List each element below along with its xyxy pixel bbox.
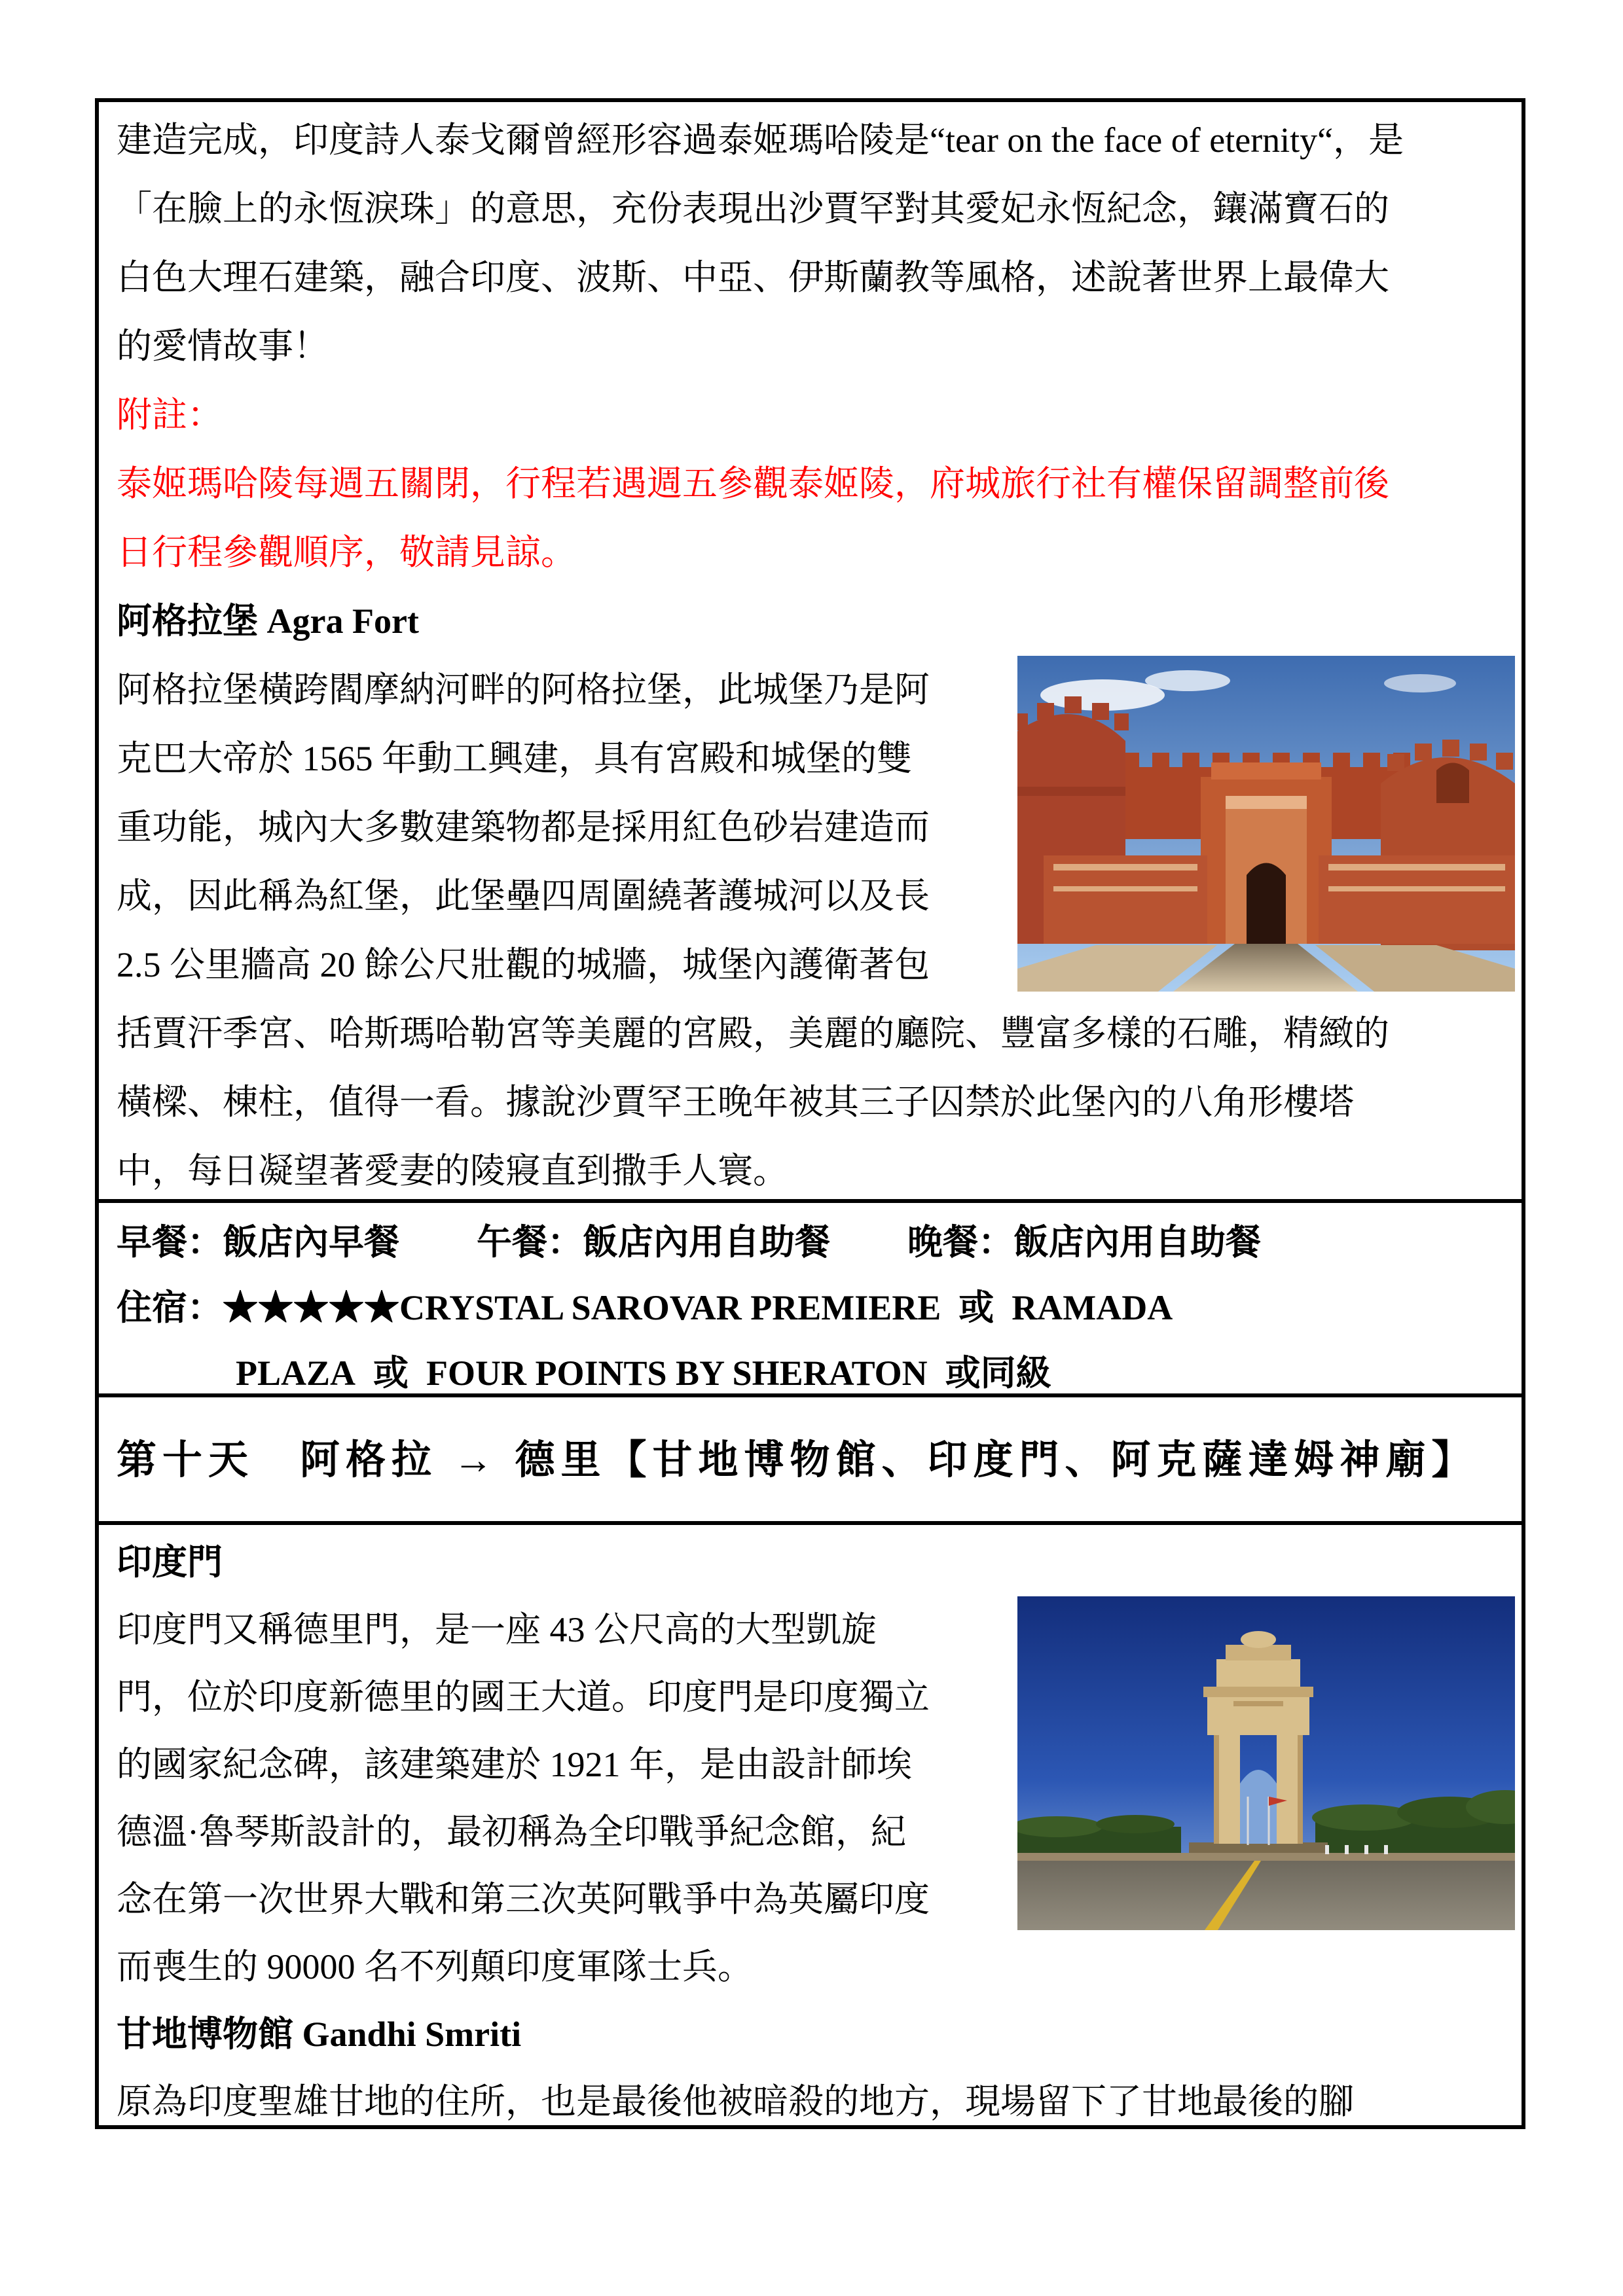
text-line: 建造完成，印度詩人泰戈爾曾經形容過泰姬瑪哈陵是“tear on the face of eternity“，是 bbox=[117, 120, 1404, 160]
gandhi-smriti-heading-zh: 甘地博物館 bbox=[117, 2015, 293, 2054]
india-gate-heading: 印度門 bbox=[117, 1543, 223, 1582]
meals-hotel-cell bbox=[99, 1203, 1522, 1397]
text-line: 門，位於印度新德里的國王大道。印度門是印度獨立 bbox=[117, 1677, 930, 1717]
hotel-line-1 bbox=[117, 1275, 1515, 1340]
india-gate-photo-graphic bbox=[1017, 1596, 1515, 1930]
text-line: 白色大理石建築，融合印度、波斯、中亞、伊斯蘭教等風格，述說著世界上最偉大 bbox=[117, 258, 1389, 297]
text-line: 橫樑、棟柱，值得一看。據說沙賈罕王晚年被其三子囚禁於此堡內的八角形樓塔 bbox=[117, 1083, 1354, 1122]
agra-fort-photo-graphic bbox=[1017, 656, 1515, 992]
gandhi-smriti-heading-en: Gandhi Smriti bbox=[293, 2015, 522, 2054]
agra-fort-heading bbox=[117, 587, 1515, 656]
agra-fort-photo bbox=[1017, 656, 1515, 992]
text-line: 的國家紀念碑，該建築建於 1921 年，是由設計師埃 bbox=[117, 1745, 912, 1784]
hotel-line-2: PLAZA 或 FOUR POINTS BY SHERATON 或同級 bbox=[236, 1354, 1051, 1393]
text-line: 阿格拉堡橫跨閻摩納河畔的阿格拉堡，此城堡乃是阿 bbox=[117, 670, 930, 709]
text-line: 念在第一次世界大戰和第三次英阿戰爭中為英屬印度 bbox=[117, 1880, 930, 1919]
india-gate-gandhi-cell bbox=[99, 1525, 1522, 2125]
taj-agra-cell bbox=[99, 102, 1522, 1203]
agra-fort-heading-en: Agra Fort bbox=[258, 601, 419, 641]
india-gate-paragraph bbox=[117, 1596, 1515, 2001]
taj-mahal-paragraph bbox=[117, 106, 1515, 381]
itinerary-table bbox=[95, 98, 1525, 2129]
breakfast-text: 早餐：飯店內早餐 bbox=[117, 1223, 399, 1262]
text-line: 克巴大帝於 1565 年動工興建，具有宮殿和城堡的雙 bbox=[117, 739, 912, 778]
day10-header: 第十天 阿格拉 → 德里【甘地博物館、印度門、阿克薩達姆神廟】 bbox=[117, 1439, 1478, 1482]
agra-fort-paragraph-full-lines bbox=[117, 999, 1515, 1203]
text-line: 中，每日凝望著愛妻的陵寢直到撒手人寰。 bbox=[117, 1151, 788, 1191]
dinner-text: 晚餐：飯店內用自助餐 bbox=[907, 1223, 1261, 1262]
text-line: 原為印度聖雄甘地的住所，也是最後他被暗殺的地方，現場留下了甘地最後的腳 bbox=[117, 2082, 1354, 2121]
note-label: 附註： bbox=[117, 395, 223, 435]
text-line: 括賈汗季宮、哈斯瑪哈勒宮等美麗的宮殿，美麗的廳院、豐富多樣的石雕，精緻的 bbox=[117, 1014, 1389, 1053]
lunch-text: 午餐：飯店內用自助餐 bbox=[477, 1223, 830, 1262]
india-gate-paragraph-full-lines bbox=[117, 1933, 1515, 2001]
note-paragraph bbox=[117, 450, 1515, 587]
gandhi-smriti-heading bbox=[117, 2001, 1515, 2068]
five-star-rating: ★★★★★ bbox=[223, 1288, 399, 1327]
hotel-label: 住宿： bbox=[117, 1288, 223, 1327]
meals-line bbox=[117, 1210, 1515, 1275]
text-line: 「在臉上的永恆淚珠」的意思，充份表現出沙賈罕對其愛妃永恆紀念，鑲滿寶石的 bbox=[117, 189, 1389, 228]
agra-fort-paragraph bbox=[117, 656, 1515, 1203]
day10-header-cell bbox=[99, 1397, 1522, 1525]
text-line: 印度門又稱德里門，是一座 43 公尺高的大型凱旋 bbox=[117, 1610, 877, 1649]
gandhi-smriti-paragraph bbox=[117, 2068, 1515, 2125]
text-line: 重功能，城內大多數建築物都是採用紅色砂岩建造而 bbox=[117, 808, 930, 847]
text-line: 2.5 公里牆高 20 餘公尺壯觀的城牆，城堡內護衛著包 bbox=[117, 945, 930, 984]
text-line: 德溫·魯琴斯設計的，最初稱為全印戰爭紀念館，紀 bbox=[117, 1812, 906, 1852]
hotel-names-1: CRYSTAL SAROVAR PREMIERE 或 RAMADA bbox=[399, 1288, 1173, 1327]
agra-fort-heading-zh: 阿格拉堡 bbox=[117, 601, 258, 641]
text-line: 而喪生的 90000 名不列顛印度軍隊士兵。 bbox=[117, 1947, 753, 1986]
india-gate-photo bbox=[1017, 1596, 1515, 1930]
text-line: 泰姬瑪哈陵每週五關閉，行程若遇週五參觀泰姬陵，府城旅行社有權保留調整前後 bbox=[117, 464, 1389, 503]
text-line: 的愛情故事！ bbox=[117, 327, 329, 366]
text-line: 成，因此稱為紅堡，此堡壘四周圍繞著護城河以及長 bbox=[117, 876, 930, 916]
text-line: 日行程參觀順序，敬請見諒。 bbox=[117, 533, 576, 572]
